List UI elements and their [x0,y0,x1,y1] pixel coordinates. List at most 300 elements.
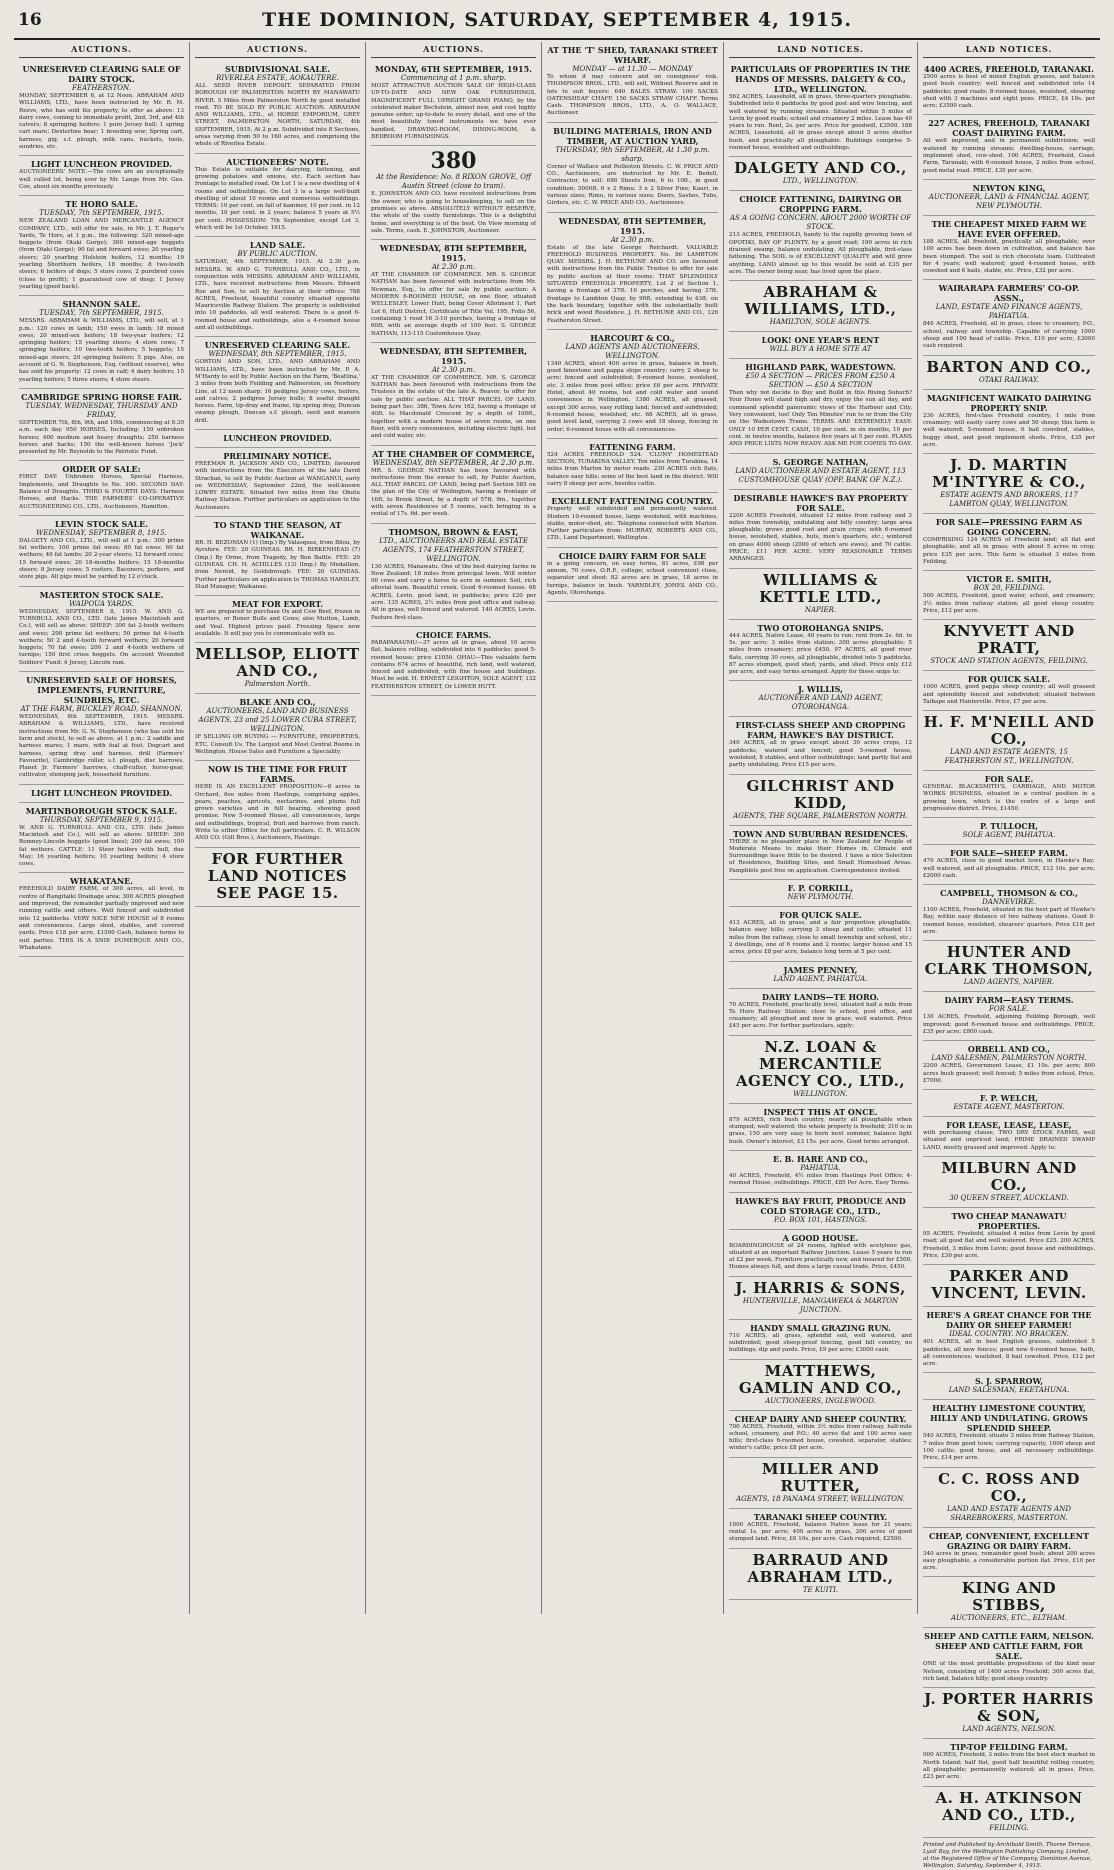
advertisement [547,439,718,493]
ad-headline: TWO CHEAP MANAWATU PROPERTIES. [951,1211,1067,1232]
ad-subheading: SOLE AGENT, PAHIATUA. [962,831,1056,840]
ad-headline: J. PORTER HARRIS & SON, [924,1690,1094,1726]
ad-headline: NOW IS THE TIME FOR FRUIT FARMS. [207,764,348,785]
ad-subheading: WELLINGTON. [793,1089,848,1098]
ad-subheading: LAND AGENTS AND AUCTIONEERS, WELLINGTON. [565,342,700,360]
ad-body: 879 ACRES, rich bush country, nearly all ploughable when stumped; well watered; the whole property is freehold; 310 is in grass, 150 are very easy to burn next summer, balance light bush. Owner's interest, £3 15s. per acre. Good terms arranged. [729,1116,912,1145]
ad-body: W. AND G. TURNBULL AND CO., LTD. (late James Macintosh and Co.), will sell as above: SHEEP: 300 Romney-Lincoln hoggets (good lines); 200 fat ewes; 100 fat wethers. CATTLE: 11 Steer heifers with bull, due May; 16 yearling heifers; 10 yearling heifers; 4 store cows. [19,824,184,868]
advertisement [19,516,184,587]
ad-headline: FIRST-CLASS SHEEP AND CROPPING FARM, HAWKE'S BAY DISTRICT. [735,720,906,741]
advertisement [195,237,360,337]
advertisement [923,1468,1095,1528]
ad-subheading: AUCTIONEERS, LAND AND BUSINESS AGENTS, 23 and 25 LOWER CUBA STREET, WELLINGTON. [198,707,357,734]
advertisement [195,596,360,643]
advertisement [19,196,184,296]
advertisement [923,1307,1095,1373]
ad-subheading: AUCTIONEER, LAND & FINANCIAL AGENT, NEW PLYMOUTH. [928,192,1090,210]
ad-subheading: STOCK AND STATION AGENTS, FEILDING. [930,657,1088,666]
advertisement [195,154,360,238]
ad-subheading: At 2.30 p.m. [431,263,476,272]
ad-headline: TE HORO SALE. [65,199,138,210]
advertisement [729,191,912,281]
advertisement [923,941,1095,992]
ad-body: 340 ACRES, all in grass except about 30 acres crops, 12 paddocks, watered and fenced; good 5-roomed house, woolshed, 8 stables, and other outbuildings; land partly flat and partly undulating. Price £15 per acre. [729,740,912,769]
advertisement [729,281,912,332]
ad-headline: MASTERTON STOCK SALE. [39,589,164,600]
ad-body: 1340 ACRES, about 400 acres in grass, balance in bush, good limestone and pappa slope country; carry 2 sheep to acre; fenced and subdivided; 8-roomed house, woolshed, etc. 3 miles from post office; price £6 per acre. PRIVATE Hotel, about 40 rooms, hot and cold water and sound convenience in Wellington. 1380 ACRES, all grassed, except 300 acres, easy rolling land; fenced and subdivided; 6-roomed house, woolshed, etc. 68 ACRES, all in grass, good level land, carrying 2 cows and 18 sheep, fencing in order; 6-roomed house with all conveniences. [547,360,718,433]
ad-headline: DALGETY AND CO., [734,159,907,178]
ad-body: 130 ACRES, Freehold, adjoining Feilding Borough, well improved; good 6-roomed house and outbuildings. PRICE, £35 per acre; £800 cash. [923,1014,1095,1035]
advertisement [729,880,912,907]
ad-headline: HERE'S A GREAT CHANCE FOR THE DAIRY OR SHEEP FARMER! [926,1310,1092,1331]
advertisement [923,216,1095,280]
advertisement [371,146,536,240]
ad-headline: GILCHRIST AND KIDD, [746,776,895,812]
ad-body: 700 ACRES, Freehold, within 3½ miles from railway, half-mile school, creamery, and P.O.; 40 acres flat and 100 acres easy hills; first-class 6-roomed house, cowshed, separator, stables; winter's cattle; price £8 per acre. [729,1423,912,1452]
ad-headline: VICTOR E. SMITH, [966,574,1052,585]
advertisement [729,359,912,453]
ad-subheading: THURSDAY, 9th SEPTEMBER, At 1.30 p.m. sharp. [555,145,710,163]
ad-headline: H. F. M'NEILL AND CO., [923,713,1095,749]
advertisement [729,1509,912,1549]
ad-headline: WHAKATANE. [69,876,134,887]
ad-headline: PARKER AND VINCENT, LEVIN. [931,1267,1087,1303]
ad-body: in a going concern, on easy terms, 81 acres, £98 per annum, 70 cows, O.R.P., college; school convenient close, separator and shed; 82 acres are in grass, 18 acres in turnips, balance in bush. YARNDLEY, JONES AND CO., Agents, Otorohanga. [547,560,718,596]
ad-headline: P. TULLOCH, [979,821,1039,832]
ad-headline: INSPECT THIS AT ONCE. [763,1106,878,1117]
ad-body: 470 ACRES, close to good market town, in Hawke's Bay; well watered, and all ploughable. PRICE, £12 10s. per acre; £2000 cash. [923,858,1095,879]
ad-body: HERE IS AN EXCELLENT PROPOSITION—8 acres in Orchard, five miles from Hastings, comprising apples, pears, peaches, apricots, nectarines, and plums full grown varieties and in full bearing, showing good promise. New 5-roomed House, all conveniences, large and outbuildings, tropical, fruit and barrows from ranch. Write to either Office for full particulars. C. R. WILSON AND CO. (Gill Bros.), Auctioneers, Hastings. [195,784,360,842]
ad-body: SEPTEMBER 7th, 8th, 9th, and 10th, commencing at 9.30 a.m. each day. 950 HORSES, Including: 150 unbroken horses; 400 medium and heavy draughts; 250 harness horses and hacks; 150 the well-known horses 'Jock' presented by Mr. Reynolds to the Patriotic Fund. [19,419,184,456]
advertisement [923,1739,1095,1786]
ad-body: 95 ACRES, Freehold, situated 4 miles from Levin by good road; all good flat and well watered. Price £25. 200 ACRES, Freehold, 3 miles from Levin; good house and outbuildings. Price, £30 per acre. [923,1231,1095,1259]
ad-headline: 227 ACRES, FREEHOLD, TARANAKI COAST DAIRYING FARM. [928,118,1090,139]
newspaper-title: THE DOMINION, SATURDAY, SEPTEMBER 4, 1915. [262,9,852,31]
ad-subheading: At the Residence: No. 8 RIXON GROVE, Off Austin Street (close to tram). [376,173,531,191]
ad-body: 340 acres in grass, remainder good bush; about 200 acres easy ploughable, a considerable portion flat. Price, £10 per acre. [923,1550,1095,1572]
ad-headline: DAIRY FARM—EASY TERMS. [944,995,1074,1006]
advertisement [923,390,1095,454]
ad-body: WE are prepared to purchase Ox and Cow Beef, frozen in quarters, or Boner Bulls and Cows; also Mutton, Lamb, and Veal. Highest prices paid. Freezing Space now available. It will pay you to communicate with us. [195,609,360,638]
advertisement [195,848,360,907]
advertisement [19,389,184,461]
ad-body: 213 ACRES, FREEHOLD, handy to the rapidly growing town of OPOTIKI, BAY OF PLENTY, by a good road; 190 acres in rich drained swamp, balance undulating. All ploughable, first-class fattening. The SOIL is of EXCELLENT QUALITY and will grow anything. LAND almost up to this would be sold at £35 per acre. The owner being near, has lived upon the place. [729,232,912,275]
ad-headline: MEAT FOR EXPORT. [231,599,324,610]
advertisement [729,490,912,569]
advertisement [729,1549,912,1600]
advertisement [19,156,184,196]
advertisement [729,1151,912,1193]
ad-headline: HEALTHY LIMESTONE COUNTRY, HILLY AND UNDULATING. GROWS SPLENDID SHEEP. [930,1403,1088,1434]
ad-subheading: TUESDAY, 7th SEPTEMBER, 1915. [39,309,164,318]
ad-headline: FOR LEASE, LEASE, LEASE, [946,1120,1072,1131]
ad-body: PARAPARAUMU—37 acres all in grass, about 10 acres flat, balance rolling, subdivided into 6 paddocks; good 5-roomed house; price £1050. OHAU—This valuable farm contains 674 acres of beautiful, rich land, well watered, fenced and subdivided, with fine house and buildings. Must be sold. H. ERNEST LEIGHTON, SOLE AGENT, 132 FEATHERSTON STREET, Or LOWER HUTT. [371,639,536,690]
ad-headline: MARTINBOROUGH STOCK SALE. [25,805,178,816]
advertisement [923,1090,1095,1117]
ad-subheading: P.O. BOX 101, HASTINGS. [773,1215,868,1224]
ad-body: 2500 acres is best of mixed English grasses, and balance good bush country; well fenced and subdivided into 14 paddocks; good roads; 8-roomed house, woolshed, shearing shed with 3 machines and eight pens. PRICE, £4 10s. per acre; £3500 cash. [923,74,1095,110]
ad-body: 900 ACRES, Freehold, 3 miles from the best stock market in North Island; half flat, good half beautiful rolling country, all ploughable; permanently watered; all in grass. Price, £23 per acre. [923,1752,1095,1781]
advertisement [729,826,912,880]
ad-subheading: OTAKI RAILWAY. [979,375,1039,384]
publisher-imprint: Printed and Published by Archibald Smith, Thorne Terrace, Lyall Bay, for the Wellington Publishing Company, Limited, at the Registered Office of the Company, Dominion Avenue, Wellington, Saturday, September 4, 1915. [923,1841,1092,1869]
advertisement [195,761,360,847]
ad-body: GENERAL BLACKSMITH'S, CARRIAGE, AND MOTOR WORKS BUSINESS, situated in a central position in a growing town, which is the centre of a large and progressive district. Price, £1450. [923,784,1095,812]
advertisement [195,694,360,761]
ad-body: 710 ACRES, all grass, splendid soil, well watered, and subdivided; good sheep-proof fencing, good hill country, no buildings; dip and yards. Price, £9 per acre; £3000 cash. [729,1332,912,1354]
ad-headline: LIGHT LUNCHEON PROVIDED. [31,787,172,798]
ad-body: COMPRISING 124 ACRES of Freehold land; all flat and ploughable; and all in grass; with about 5 acres in crop; price £35 per acre. This farm is situated 3 miles from Feilding. [923,537,1095,566]
ad-subheading: TE KUITI. [802,1585,839,1594]
ad-subheading: At 2.30 p.m. [431,365,476,374]
ad-body: Estate of the late George Reichardt. VALUABLE FREEHOLD BUSINESS PROPERTY. No. 86 LAMBTON QUAY. MESSRS. J. H. BETHUNE AND CO. are favoured with instructions from the Public Trustee to offer for sale by public auction at their rooms: THAT SPLENDIDLY SITUATED FREEHOLD PROPERTY, Lot 2 of Section 1, having a frontage of 37ft. 10 perches, and having 37ft. frontage to Lambton Quay, by 90ft. extending to 43ft. on the back boundary, together with the substantially built brick and wood Residence. J. H. BETHUNE AND CO., 126 Featherston Street. [547,244,718,324]
ad-body: IF SELLING OR BUYING — FURNITURE, PROPERTIES, ETC. Consult Us. The Largest and Most Central Rooms in Wellington. House Sales and Furniture a Speciality. [195,734,360,755]
column-heading: LAND NOTICES. [923,42,1095,58]
ad-subheading: HUNTERVILLE, MANGAWEKA & MARTON JUNCTION. [742,1296,899,1314]
ad-subheading: Commencing at 1 p.m. sharp. [401,74,506,82]
advertisement [19,873,184,957]
ad-body: AT THE CHAMBER OF COMMERCE. MR. S. GEORGE NATHAN has been favoured with instructions from the Trustees in the estate of the late A. Beavor, to offer for sale by public auction: ALL THAT PARCEL OF LAND, being part Sec. 386, Town Acre 162, having a frontage of 40ft. to Macdonald Crescent by a depth of 100ft., together with a modern house of seven rooms, on one floor, with every convenience, including electric light, hot and cold water, etc. [371,374,536,440]
ad-headline: CHOICE FATTENING, DAIRYING OR CROPPING FARM. [739,194,902,215]
ad-subheading: BOX 20, FEILDING. [973,584,1045,593]
ad-headline: WEDNESDAY, 8TH SEPTEMBER, 1915. [379,243,528,264]
masthead [14,8,1100,40]
advertisement [923,885,1095,941]
ad-headline: TIP-TOP FEILDING FARM. [950,1742,1068,1753]
ad-headline: MATTHEWS, GAMLIN AND CO., [738,1361,903,1397]
ad-headline: LEVIN STOCK SALE. [54,518,149,529]
ad-headline: FOR SALE—PRESSING FARM AS GOING CONCERN. [935,517,1083,538]
ad-headline: CHEAP, CONVENIENT, EXCELLENT GRAZING OR DAIRY FARM. [928,1530,1090,1551]
column-1 [14,42,190,1614]
ad-subheading: AGENTS, THE SQUARE, PALMERSTON NORTH. [733,811,908,820]
ad-subheading: FEATHERSTON. [72,84,131,92]
advertisement [729,454,912,490]
ad-subheading: LAND AND ESTATE AGENTS, 15 FEATHERSTON ST., WELLINGTON. [944,748,1074,766]
advertisement [729,1230,912,1277]
ad-body: THERE is no pleasanter place in New Zealand for People of Moderate Means to make their Homes in. Climate and Surroundings leave little to be desired. I have a nice Selection of Residences, Building Sites, and Small Homestead Areas. Pamphlets post free on application. Correspondence invited. [729,838,912,874]
advertisement [923,356,1095,390]
ad-subheading: LAND SALESMEN, PALMERSTON NORTH. [931,1054,1087,1063]
ad-subheading: WEDNESDAY, 8th SEPTEMBER, 1915. [208,350,347,359]
advertisement [923,620,1095,671]
ad-body: E. JOHNSTON AND CO. have received instructions from the owner, who is going to housekeeping, to sell on the premises as above. ABSOLUTELY WITHOUT RESERVE, the whole of the costly furnishings. This is a delightful home, and everything is of the best. On View morning of sale. Terms, cash. E. JOHNSTON, Auctioneer. [371,191,536,234]
ad-headline: 4400 ACRES, FREEHOLD, TARANAKI. [924,64,1094,74]
ad-headline: MELLSOP, ELIOTT AND CO., [195,645,360,681]
ad-subheading: LAND AND ESTATE AGENTS AND SHAREBROKERS, MASTERTON. [947,1504,1071,1522]
ad-subheading: AUCTIONEER AND LAND AGENT, OTOROHANGA. [758,694,883,712]
ad-body: 2200 ACRES Freehold, situated 12 miles from railway and 3 miles from township, undulating and hilly country; large area ploughable; grows good root and grain crops; with 6-roomed house, woolshed, stables, huts, men's quarters, etc.; wintered on grass 4000 sheep (2000 of which are ewes), and 70 cattle. PRICE, £11 PER ACRE. VERY REASONABLE TERMS ARRANGED. [729,512,912,563]
ad-body: AUCTIONEERS' NOTE.—The cows are an exceptionally well culled lot, being ever by Mr. Lange from Mr. Geo. Coe, about six months previously. [19,169,184,190]
ad-body: AT THE CHAMBER OF COMMERCE. MR. S. GEORGE NATHAN has been favoured with instructions from Mr. Newman, Esq., to offer for sale by public auction: A MODERN 6-ROOMED HOUSE, on one floor, situated WELLESLEY, Lower Hutt, being Cover Allotment 1, Part Lot 6, Hutt District, Certificate of Title Vol. 195, Folio 56, containing 1 rood 16 3-10 perches, having a frontage of 60ft. with an average depth of 100 feet. S. GEORGE NATHAN, 113-115 Customhouse Quay. [371,272,536,337]
ad-body: To whom it may concern and on consignees' risk. THOMPSON BROS., LTD., will sell, Without Reserve and in lots to suit buyers: 640 BALES STRAW. 100 SACKS OATENSHEAF CHAFF. 150 SACKS STRAW CHAFF. Terms Cash. THOMPSON BROS., LTD., A. O. WALLACE, Auctioneer. [547,74,718,117]
column-heading: AUCTIONS. [19,42,184,58]
ad-subheading: MONDAY — at 11.30 — MONDAY [572,65,693,73]
ad-body: 130 ACRES, Manawatu. One of the best dairying farms in New Zealand; 18 miles from principal town. Will winter 90 cows and carry a horse to acre in summer. Soil, rich alluvial loam. Beautiful creek. Good 6-roomed house. 68 ACRES, Levin, good land, in paddocks; price £20 per acre. 135 ACRES, 2½ miles from post office and railway. All in grass, well fenced and watered. 140 ACRES, Levin. Pasture first-class. [371,563,536,621]
advertisement [19,61,184,156]
ad-headline: SHANNON SALE. [62,299,141,310]
ad-headline: CHOICE DAIRY FARM FOR SALE [558,550,707,561]
advertisement [923,671,1095,711]
ad-headline: CAMPBELL, THOMSON & CO., [940,888,1078,899]
advertisement [195,448,360,517]
ad-body: 562 ACRES, Leasehold, all in grass, three-quarters ploughable. Subdivided into 6 paddocks by good post and wire fencing, and well watered by running streams. Situated within 5 miles of Levin by good roads; school and creamery 2 miles. Lease has 40 years to run. Rent, 2s. per acre. Price for goodwill, £3500. 188 ACRES, Leasehold, all in grass except about 5 acres shelter bush, and practically all ploughable. Buildings comprise 5-roomed house, woolshed and outbuildings. [729,94,912,152]
ad-headline: LIGHT LUNCHEON PROVIDED. [31,159,172,170]
advertisement [729,157,912,191]
advertisement [729,61,912,157]
ad-subheading: FEILDING. [989,1823,1029,1832]
ad-body: 540 ACRES, Freehold; situate 3 miles from Railway Station, 7 miles from good town; carrying capacity, 1000 sheep and 100 cattle; good house, and all necessary outbuildings. Price, £14 per acre. [923,1433,1095,1462]
advertisement [923,115,1095,179]
ad-body: 444 ACRES, Native Lease, 40 years to run; rent from 2s. 6d. to 5s. per acre; 3 miles from station; 300 acres ploughable; 5 miles from creamery; price £450. 97 ACRES, all good river flats, carrying 30 cows, all ploughable, divided into 5 paddocks, 87 acres stumped, good shed, yards, and shed. Price only £12 per acre, and easy terms arranged. Apply for these snips to: [729,632,912,676]
advertisement [923,711,1095,771]
columns-container [14,42,1100,1869]
ad-headline: HIGHLAND PARK, WADESTOWN. [745,362,896,373]
ad-headline: ORDER OF SALE: [62,464,141,475]
advertisement [547,548,718,602]
ad-subheading: At 2.30 p.m. [610,235,655,244]
advertisement [729,1411,912,1458]
ad-body: ONE of the most profitable propositions of the kind near Nelson, consisting of 1400 acres Freehold; 300 acres flat, rich land, balance hilly; good sheep country. [923,1661,1095,1683]
advertisement [195,430,360,448]
ad-headline: BLAKE AND CO., [239,697,316,708]
ad-headline: UNRESERVED CLEARING SALE OF DAIRY STOCK. [22,64,181,84]
column-heading: AUCTIONS. [195,42,360,58]
advertisement [547,493,718,547]
advertisement [729,989,912,1036]
ad-headline: UNRESERVED CLEARING SALE. [204,340,351,351]
ad-headline: TWO OTOROHANGA SNIPS. [757,622,884,633]
ad-headline: N.Z. LOAN & MERCANTILE AGENCY CO., LTD., [735,1037,906,1090]
ad-body: 524 ACRES FREEHOLD 524. 'CLUNY' HOMESTEAD SECTION, TURAKINA VALLEY. Ten miles from Turakina, 14 miles from Marton by motor roads. 230 ACRES rich flats, balance easy hills; some of the best land in the district. Will carry 8 sheep per acre, besides cattle. [547,451,718,487]
ad-body: ALL SEED RIVER DEPOSIT. SEPARATED FROM BOROUGH OF PALMERSTON NORTH BY MANAWATU RIVER. 5 Miles from Palmerston North by good metalled road. TO BE SOLD BY PUBLIC AUCTION. ABRAHAM AND WILLIAMS, LTD., at HORSE EMPORIUM, GREY STREET, PALMERSTON NORTH, SATURDAY, 4th SEPTEMBER, 1915, At 2 p.m. Subdivided into 8 Sections, areas varying from 50 to 160 acres, and comprising the whole of Riverlea Estate. [195,83,360,148]
ad-headline: NEWTON KING, [972,182,1046,193]
ad-subheading: BY PUBLIC AUCTION. [237,250,318,259]
ad-headline: SUBDIVISIONAL SALE. [224,64,331,74]
ad-body: BR. H. BEZONIAN (1) (Imp.) By Valasquez, from Bilou, by Ayrshire. FEE: 20 GUINEAS. BR. H. BIRKENHEAD (7) (Imp.) By Orme, from Tragedy, by Ben Battle. FEE: 20 GUINEAS. CH. H. ACHILLES (13) (Imp.) By Medallion, from Nereid, by Goldsbrough. FEE: 20 GUINEAS. Further particulars on application to THOMAS HARDLEY, Stud Manager, Waikanae. [195,540,360,590]
advertisement [729,1104,912,1151]
advertisement [19,785,184,803]
ad-headline: FATTENING FARM. [589,441,676,452]
column-3 [366,42,542,1614]
ad-subheading: TUESDAY, 7th SEPTEMBER, 1915. [39,209,164,218]
advertisement [19,296,184,389]
ad-body: FREEHOLD DAIRY FARM, of 300 acres, all level, in centre of Rangitaiki Drainage area; 300 ACRES ploughed and improved, the remainder partially improved and new running cattle and others. Well fenced and subdivided into 12 paddocks. VERY NICE NEW HOUSE of 8 rooms and conveniences. Large shed, stables, and covered yards. Price £18 per acre, £1500 Cash, balance terms to suit parties. THIS IS A SNIP. DUMERQUE AND CO., Whakatane. [19,886,184,951]
ad-headline: DAIRY LANDS—TE HORO. [762,991,879,1002]
ad-headline: 380 [430,148,477,175]
ad-headline: THOMSON, BROWN & EAST, [388,526,519,537]
ad-headline: MAGNIFICENT WAIKATO DAIRYING PROPERTY SNIP. [926,392,1092,413]
ad-subheading: WEDNESDAY, SEPTEMBER 8, 1915. [36,528,167,537]
ad-subheading: AS A GOING CONCERN. ABOUT 2000 WORTH OF STOCK. [729,214,912,232]
ad-body: FIRST DAY: Unbroken Horses, Special Harness, Implements, and Draughts to No. 300. SECOND DAY: Balance of Draughts. THIRD & FOURTH DAYS: Harness Horses, and Hacks. THE FARMERS' CO-OPERATIVE AUCTIONEERING CO., LTD., Auctioneers, Hamilton. [19,474,184,510]
advertisement [729,1277,912,1320]
ad-body: 413 ACRES, all in grass, and a fair proportion ploughable, balance easy hills; carrying 3 sheep and cattle; situated 11 miles from the railway, close to small township and school, etc.; 2 dwellings, one of 6 rooms and 2 rooms; larger house and 15 acres, price £8 per acre, balance long term at 5 per cent. [729,920,912,956]
page-number: 16 [18,10,42,30]
ad-subheading: NAPIER. [804,605,837,614]
ad-headline: LOOK! ONE YEAR'S RENT [761,335,880,346]
ad-body: GORTON AND SON, LTD., AND ABRAHAM AND WILLIAMS, LTD., have been instructed by Mr. P. A. M'Hardy to sell by Public Auction on the Farm, 'Beatlina,' 3 miles from both Feilding and Palmerston, on Newbury Line, at 12 noon sharp: 16 pedigree Jersey cows, heifers, and calves; 2 pedigree Jersey bulls; 8 useful draught horses. Farm, tip-dray and frame, tip spring dray, Duncan swamp plough, Duncan s.f. plough, seed and manure drill. [195,359,360,424]
ad-body: Then why not decide to Buy and Build in this Rising Suburb? Your Home will stand high and dry, enjoy the sun all day, and command splendid panoramic views of the Harbour and City. Very convenient, too! Only Ten Minutes' run to or from the City on the Wadestown Trams. TERMS ARE EXTREMELY EASY: ONLY 10 PER CENT. CASH, 10 per cent. in six months, 10 per cent. in twelve months, balance five years at 5 per cent. PLANS AND PRICE LISTS NOW READY. ASK ME FOR COPIES TO-DAY. [729,390,912,448]
ad-subheading: AUCTIONEERS, INGLEWOOD. [765,1396,876,1405]
ad-headline: AT THE 'T' SHED, TARANAKI STREET WHARF. [547,45,718,65]
ad-body: WEDNESDAY, SEPTEMBER 8, 1915. W. AND G. TURNBULL AND CO., LTD. (late James Macintosh and Co.), will sell as above: SHEEP: 300 fat 2-tooth wethers and ewes; 200 prime fat wethers; 50 prime fat 4-tooth wethers; 50 2 and 4-tooth forward wethers; 20 forward hoggets; 70 fat ewes; 200 2 and 4-tooth wethers of turnips; 150 first cross hoggets. On account Wounded Soldiers' Fund: 4 Jersey, Lincoln ram. [19,608,184,666]
advertisement [371,627,536,696]
ad-subheading: IDEAL COUNTRY. NO BRACKEN. [949,1330,1069,1339]
ad-body: 230 ACRES, first-class Freehold country, 1 mile from creamery; will easily carry cows and 50 sheep; this farm is well watered; 5-roomed house, 6 bail cowshed, stables, buggy shed, and good implement sheds. Price, £35 per acre. [923,412,1095,448]
advertisement [547,213,718,330]
ad-subheading: AT THE FARM, BUCKLEY ROAD, SHANNON. [20,705,183,714]
column-heading: LAND NOTICES. [729,42,912,58]
ad-body: MOST ATTRACTIVE AUCTION SALE OF HIGH-CLASS UP-TO-DATE AND NEW OAK FURNISHINGS, MAGNIFICENT FULL UPRIGHT GRAND PIANO, by the celebrated maker Bechstein, almost new, and cost highly genuine order; up-to-date to every detail, and one of the most beautifully toned instruments we have ever handled. DRAWING-ROOM, DINING-ROOM, & BEDROOM FURNISHINGS. [371,83,536,141]
advertisement [923,1208,1095,1265]
ad-headline: BARRAUD AND ABRAHAM LTD., [747,1550,894,1586]
advertisement [195,643,360,694]
advertisement [729,717,912,774]
column-4 [542,42,724,1614]
advertisement [729,775,912,826]
ad-subheading: PAHIATUA. [800,1163,841,1172]
ad-headline: DESIRABLE HAWKE'S BAY PROPERTY FOR SALE. [733,492,908,513]
ad-headline: BUILDING MATERIALS, IRON AND TIMBER, AT AUCTION YARD, [553,125,712,146]
advertisement [923,1157,1095,1208]
ad-headline: LAND SALE. [249,240,306,251]
ad-body: with purchasing clause, TWO DRY STOCK FARMS, well situated and unpriced land; PRIME DRAINED SWAMP LAND, mostly grassed and improved. Apply to: [923,1130,1095,1151]
ad-subheading: WEDNESDAY, 8th SEPTEMBER, At 2.30 p.m. [372,458,535,467]
ad-subheading: LAND, ESTATE AND FINANCE AGENTS, PAHIATUA. [935,303,1083,321]
advertisement [371,446,536,524]
ad-body: 70 ACRES, Freehold, practically level, situated half a mile from Te Horo Railway Station; close to school, post office, and creamery; all ploughed and now in grass; well watered. Price £45 per acre. For further particulars, apply: [729,1001,912,1030]
advertisement [729,569,912,620]
ad-headline: CHEAP DAIRY AND SHEEP COUNTRY. [734,1413,907,1424]
ad-headline: F. P. CORKILL, [787,883,854,894]
advertisement [371,524,536,627]
advertisement [195,337,360,430]
advertisement [923,1787,1095,1838]
ad-headline: ABRAHAM & WILLIAMS, LTD., [744,283,897,319]
ad-subheading: LAND AGENTS, NAPIER. [963,978,1055,987]
advertisement [923,1528,1095,1578]
ad-body: FREEMAN R. JACKSON AND CO., LIMITED, favoured with instructions from the Executors of the late David Strachan, to sell by Public Auction at WANGANUI, early on WEDNESDAY, September 22nd, the well-known LOWRY ESTATE. Situated two miles from the Ohutu Railway Station. Further particulars on application to the Auctioneers. [195,460,360,511]
advertisement [923,180,1095,216]
advertisement [923,818,1095,845]
ad-headline: KNYVETT AND PRATT, [943,622,1075,658]
ad-body: 1000 ACRES, good pappa sheep country; all well grassed and splendidly fenced and subdivided; situated between Taihape and Hunterville. Price, £7 per acre. [923,684,1095,705]
ad-subheading: 30 QUEEN STREET, AUCKLAND. [949,1194,1069,1203]
column-6 [918,42,1100,1869]
advertisement [19,803,184,874]
ad-subheading: LAND AUCTIONEER AND ESTATE AGENT, 113 CUSTOMHOUSE QUAY (OPP. BANK OF N.Z.). [735,466,906,484]
ad-headline: A. H. ATKINSON AND CO., LTD., [935,1788,1083,1824]
advertisement [729,1360,912,1411]
ad-headline: A GOOD HOUSE. [782,1232,859,1243]
ad-body: 1000 ACRES, Freehold, balance Native lease for 21 years; rental 1s. per acre; 400 acres in grass, 200 acres of good stumped land. Price, £6 10s. per acre. Cash required, £2500. [729,1521,912,1543]
ad-body: WEDNESDAY, 8th SEPTEMBER, 1915. MESSRS. ABRAHAM & WILLIAMS, LTD., have received instructions from Mr. G. N. Stephenson (who has sold his farm and stock), to sell as above, at 1 p.m.: 2 saddle and harness mares; 1 mare, with foal at foot. Dogcart and harness, spring dray and harness, drill (Farmers' Favourite), Cambridge roller, s.f. plough, disc harrows, Planet Jr. Farmers' harrows, chaff-cutter, horse-gear, cultivator, stumping jack, household furniture. [19,714,184,779]
ad-body: 40 ACRES, Freehold, 4½ miles from Hastings Post Office; 4-roomed House, outbuildings. PRICE, £85 Per Acre. Easy Terms. [729,1172,912,1187]
advertisement [195,61,360,154]
ad-headline: WAIRARAPA FARMERS' CO-OP. ASSN., [938,283,1080,304]
ad-subheading: DANNEVIRKE. [982,898,1036,907]
advertisement [729,962,912,989]
ad-headline: WEDNESDAY, 8TH SEPTEMBER, 1915. [379,345,528,366]
advertisement [923,771,1095,818]
ad-headline: TOWN AND SUBURBAN RESIDENCES. [733,828,908,839]
ad-headline: ORBELL AND CO., [967,1044,1051,1055]
advertisement [371,240,536,343]
advertisement [547,42,718,123]
ad-subheading: NEW PLYMOUTH. [787,893,854,902]
ad-subheading: WILL BUY A HOME SITE AT [769,345,872,354]
ad-body: 846 ACRES, Freehold, all in grass, close to creamery, P.O., school, railway and township. Capable of carrying 1000 sheep and 100 head of cattle. Price, £10 per acre; £3000 cash required. [923,321,1095,350]
ad-body: 500 ACRES, Freehold, good water, school, and creamery; 3½ miles from railway station; all good sheep country. Price, £12 per acre. [923,593,1095,614]
ad-subheading: TUESDAY, WEDNESDAY, THURSDAY AND FRIDAY, [25,401,178,419]
ad-headline: PARTICULARS OF PROPERTIES IN THE HANDS OF MESSRS. DALGETY & CO., LTD., WELLINGTON. [730,64,911,94]
advertisement [371,343,536,446]
advertisement [923,1628,1095,1688]
ad-body: This Estate is suitable for dairying, fattening, and growing potatoes and onions, etc. Each section has frontage to metalled road. On Lot 1 is a new dwelling of 4 rooms and outbuildings. On Lot 3 is a large well-built dwelling of about 10 rooms and numerous outbuildings. TERMS: 10 per cent. on fall of hammer, 10 per cent. in 12 months, 10 per cent. in 2 years; balance 5 years at 5½ per cent. POSSESSION: 7th September, except Lot 3, which will be 1st October, 1915. [195,166,360,232]
advertisement [547,123,718,213]
ad-body: All well improved, and in permanent subdivision; well watered by running streams; dwelling-house, carriage, implement shed, cow-shed. 100 ACRES, Freehold, Coast Farm, Taranaki; with 6-roomed house, 2 miles from school, good metal road. PRICE, £35 per acre. [923,138,1095,174]
ad-headline: HANDY SMALL GRAZING RUN. [750,1322,891,1333]
ad-body: SATURDAY, 4th SEPTEMBER, 1915. At 2.30 p.m. MESSRS. W. AND G. TURNBULL AND CO., LTD., in conjunction with MESSRS. ABRAHAM AND WILLIAMS, LTD., have received instructions from Messrs. Edward Roe and Son, to sell by Auction at their offices: 788 ACRES, Freehold, beautiful country situated opposite Mauricevilie Railway Station. The property is subdivided into 10 paddocks, all well watered. There is a good 6-roomed house and outbuildings, also a 4-roomed house and all outbuildings. [195,259,360,332]
advertisement [729,1193,912,1230]
ad-headline: F. P. WELCH, [979,1093,1039,1104]
ad-subheading: LAND SALESMAN, EKETAHUNA. [948,1386,1070,1395]
advertisement [923,992,1095,1041]
advertisement [729,1320,912,1360]
ad-subheading: ESTATE AGENT, MASTERTON. [953,1103,1065,1112]
ad-body: 1100 ACRES, Freehold, situated in the best part of Hawke's Bay, within easy distance of two railway stations. Good 8-roomed house, woolshed, shearers' quarters. Price £18 per acre. [923,907,1095,936]
ad-body: Property well subdivided and permanently watered. Modern 10-roomed house, large woolshed, with machines, stable, motor-shed, etc. Telephone connected with Marton. Further particulars from: MURRAY, ROBERTS AND CO., LTD., Land Department, Wellington. [547,506,718,542]
ad-subheading: ESTATE AGENTS AND BROKERS, 117 LAMBTON QUAY, WELLINGTON. [940,491,1078,509]
advertisement [923,571,1095,620]
ad-subheading: HAMILTON, SOLE AGENTS. [769,318,872,327]
ad-headline: AT THE CHAMBER OF COMMERCE, [372,448,535,459]
ad-headline: S. J. SPARROW, [974,1376,1043,1387]
ad-headline: HARCOURT & CO., [590,332,675,343]
advertisement [923,1688,1095,1739]
column-5 [724,42,918,1614]
ad-body: DALGETY AND CO., LTD., will sell at 1 p.m.: 300 prime fat wethers; 100 prime fat ewes; 80 fat ewes; 60 fat wethers; 40 fat lambs; 20 2-year steers; 12 forward cows; 15 forward ewes; 20 18-months heifers; 15 18-months steers; 8 Jersey cows; 5 rooters. Baconers, porkers, and store pigs. All pigs must be yarded by 12 o'clock. [19,537,184,581]
ad-body: 401 ACRES, all in best English grasses, subdivided 5 paddocks, all new fences; good new 6-roomed house, bath, all conveniences; woolshed, 8 bail cowshed. Price, £12 per acre. [923,1339,1095,1368]
ad-headline: E. B. HARE AND CO., [773,1153,868,1164]
ad-headline: LUNCHEON PROVIDED. [223,432,332,443]
ad-body: 188 ACRES, all freehold, practically all ploughable; over 100 acres has been down in cultivation, and balance has been stumped. The soil is rich chocolate loam. Cultivated for 4 years; well watered; good 4-roomed house, with cowshed and 6 bails, stable, etc. Price, £32 per acre. [923,238,1095,275]
ad-body: MR. S. GEORGE NATHAN has been favoured with instructions from the owner to sell, by Public Auction, ALL THAT PARCEL OF LAND, being part Section 585 on the plan of the City of Wellington, having a frontage of 16ft. to Brook Street, by a depth of 57ft. 9in., together with seven Residences of 5 rooms, each bringing in a rental of 17s. 6d. per week. [371,467,536,518]
ad-headline: CHOICE FARMS. [415,629,492,640]
ad-subheading: LAND AGENTS, NELSON. [962,1725,1056,1734]
ad-headline: PRELIMINARY NOTICE. [223,450,332,461]
ad-headline: JAMES PENNEY, [783,964,858,975]
ad-headline: J. HARRIS & SONS, [735,1278,906,1297]
ad-subheading: LAND AGENT, PAHIATUA. [773,974,868,983]
advertisement [923,280,1095,355]
ad-headline: J. WILLIS, [798,684,843,695]
ad-headline: WEDNESDAY, 8TH SEPTEMBER, 1915. [558,215,707,236]
ad-body: MESSRS. ABRAHAM & WILLIAMS, LTD., will sell, at 1 p.m.: 120 cows in lamb; 150 ewes in lamb; 18 mixed ewes; 20 mixed-sex heifers; 18 two-year heifers; 12 springing heifers; 15 yearling steers; 4 store cows; 7 springing heifers; 10 two-tooth heifers; 5 hoggets; 15 mixed-age steers; 20 springing heifers; 5 pigs. Also, on account of G. N. Stephenson, Esq. (without reserve), who has sold his property: 12 cows in calf; 4 dairy heifers; 15 yearling heifers; 5 three steers; 4 store steers. [19,318,184,383]
ad-headline: MONDAY, 6TH SEPTEMBER, 1915. [375,64,532,74]
ad-headline: MILBURN AND CO., [941,1159,1077,1195]
advertisement [923,845,1095,885]
ad-headline: HAWKE'S BAY FRUIT, PRODUCE AND COLD STORAGE CO., LTD., [735,1195,906,1216]
advertisement [923,1373,1095,1400]
advertisement [923,1400,1095,1467]
ad-body: MONDAY, SEPTEMBER 6, at 12 Noon. ABRAHAM AND WILLIAMS, LTD., have been instructed by Mr. R. M. Reeve, who has sold his property, to offer as above: 13 dairy cows, coming to immediate profit, 2nd, 3rd, and 4th calvers; 8 springing heifers; 1 pure Jersey bull; 1 spring cart mare; Dexterline bear; 1 breeding sow; Spring cart, harness, gig, s.f. plough, milk cans, buckets, tools, sundries, etc. [19,93,184,151]
column-2 [190,42,366,1614]
ad-subheading: AGENTS, 18 PANAMA STREET, WELLINGTON. [736,1494,905,1503]
column-heading: AUCTIONS. [371,42,536,58]
advertisement [923,61,1095,115]
